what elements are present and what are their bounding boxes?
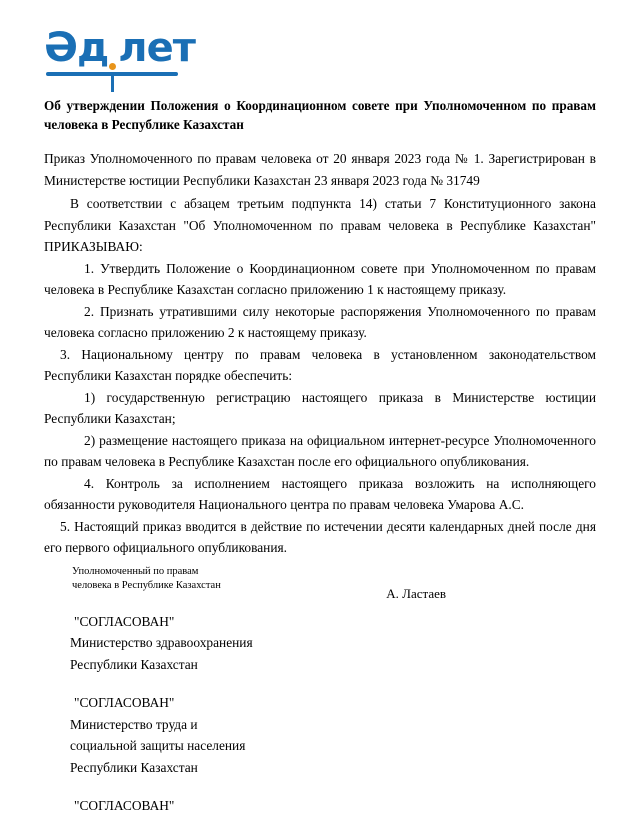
document-registration-info: Приказ Уполномоченного по правам человека от 20 января 2023 года № 1. Зарегистрирован в Министерстве юстиции Республики Казахстан 23 января 2023 года № 31749 bbox=[44, 151, 596, 188]
paragraph-item-4: 4. Контроль за исполнением настоящего приказа возложить на исполняющего обязанности руководителя Национального центра по правам человека Умарова А.С. bbox=[44, 475, 596, 512]
paragraph-item-3: 3. Национальному центру по правам человека в установленном законодательством Республики Казахстан порядке обеспечить: bbox=[44, 346, 596, 383]
approval-block-third bbox=[44, 795, 596, 817]
paragraph-item-1: 1. Утвердить Положение о Координационном совете при Уполномоченном по правам человека в Республике Казахстан согласно приложению 1 к настоящему приказу. bbox=[44, 260, 596, 297]
paragraph-item-5: 5. Настоящий приказ вводится в действие по истечении десяти календарных дней после дня его первого официального опубликования. bbox=[44, 518, 596, 555]
approval-block-health bbox=[44, 611, 596, 676]
signature-name: А. Ластаев bbox=[386, 585, 446, 601]
page-title: Об утверждении Положения о Координационном совете при Уполномоченном по правам человека в Республике Казахстан bbox=[44, 98, 596, 132]
paragraph-item-3-1: 1) государственную регистрацию настоящего приказа в Министерстве юстиции Республики Казахстан; bbox=[44, 389, 596, 426]
approval-org-line: Министерство труда и bbox=[70, 716, 198, 732]
paragraph-preamble: В соответствии с абзацем третьим подпункта 14) статьи 7 Конституционного закона Республики Казахстан "Об Уполномоченном по правам человека в Республике Казахстан" ПРИКАЗЫВАЮ: bbox=[44, 196, 596, 254]
logo-letters-let: лет bbox=[118, 25, 195, 71]
approval-label: "СОГЛАСОВАН" bbox=[74, 695, 175, 710]
logo-letter-a: Ә bbox=[44, 25, 77, 71]
paragraph-item-2: 2. Признать утратившими силу некоторые распоряжения Уполномоченного по правам человека согласно приложению 2 к настоящему приказу. bbox=[44, 303, 596, 340]
signature-role-line-2: человека в Республике Казахстан bbox=[72, 579, 221, 591]
approval-org-line: Министерство здравоохранения bbox=[70, 635, 253, 650]
approval-org-line: социальной защиты населения bbox=[70, 738, 246, 753]
approval-label: "СОГЛАСОВАН" bbox=[74, 798, 175, 813]
approval-label: "СОГЛАСОВАН" bbox=[74, 613, 175, 629]
paragraph-item-3-2: 2) размещение настоящего приказа на официальном интернет-ресурсе Уполномоченного по правам человека в Республике Казахстан после его официального опубликования. bbox=[44, 432, 596, 469]
signature-role bbox=[44, 565, 302, 593]
adilet-logo[interactable] bbox=[44, 26, 596, 82]
approvals-section bbox=[44, 611, 596, 817]
approval-block-labour bbox=[44, 692, 596, 778]
approval-org-line: Республики Казахстан bbox=[70, 656, 198, 672]
logo-letter-d: д bbox=[76, 25, 109, 71]
signature-role-line-1: Уполномоченный по правам bbox=[72, 565, 199, 577]
signature-block bbox=[44, 565, 596, 605]
approval-org-line: Республики Казахстан bbox=[70, 759, 198, 775]
